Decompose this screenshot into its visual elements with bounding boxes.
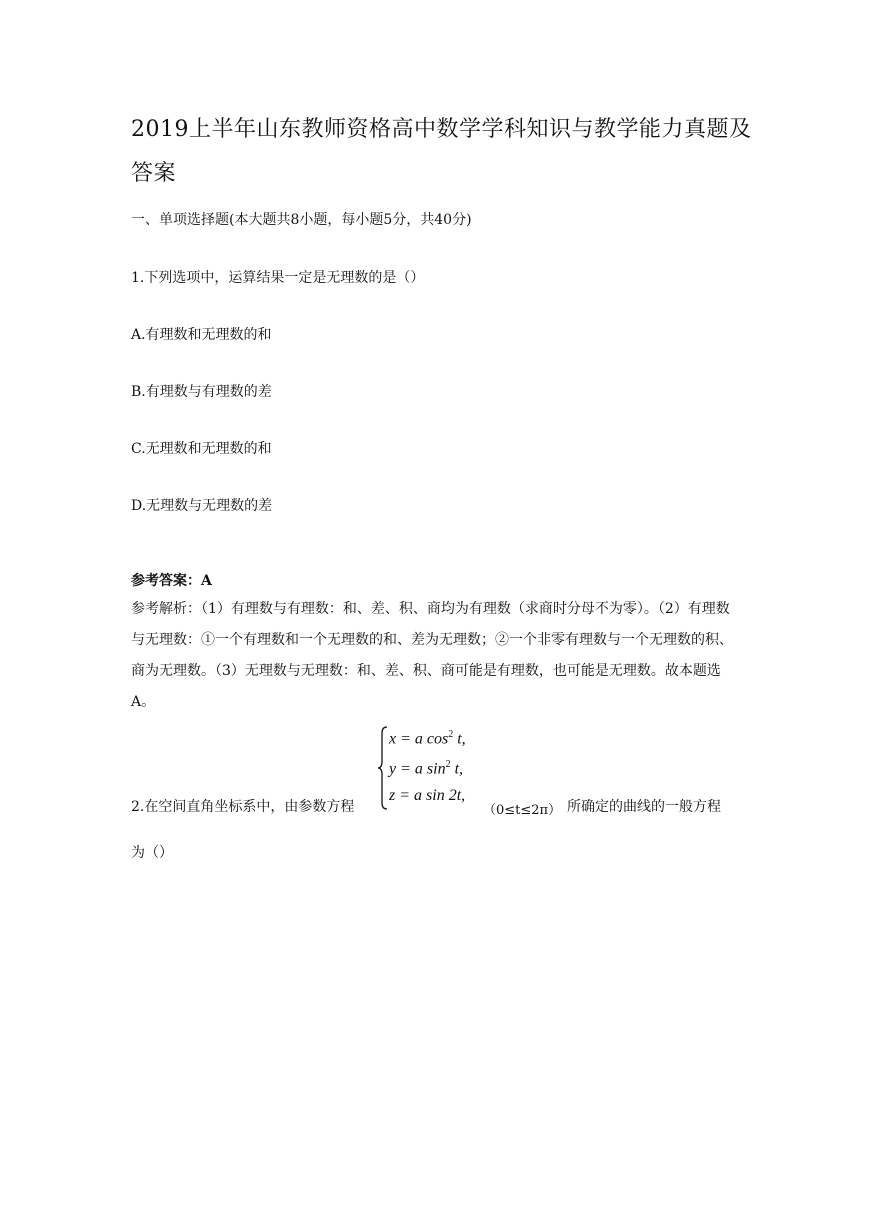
question-1-option-b: B.有理数与有理数的差	[131, 384, 272, 400]
equation-x-exponent: 2	[448, 729, 454, 740]
equation-z: z = a sin 2t,	[389, 787, 466, 804]
question-1-option-d: D.无理数与无理数的差	[131, 498, 273, 514]
question-1-option-c: C.无理数和无理数的和	[131, 441, 272, 457]
equation-y-rhs: t,	[450, 760, 464, 778]
question-2-stem-suffix: 所确定的曲线的一般方程	[567, 799, 721, 815]
question-2-stem-prefix: 2.在空间直角坐标系中，由参数方程	[131, 799, 355, 815]
equation-x	[389, 729, 466, 748]
equation-x-lhs: x = a cos	[389, 730, 449, 748]
document-title: 2019上半年山东教师资格高中数学学科知识与教学能力真题及答案	[131, 117, 752, 186]
equation-x-rhs: t,	[453, 730, 466, 748]
question-1-analysis: 参考解析：（1）有理数与有理数：和、差、积、商均为有理数（求商时分母不为零）。（2）有理数与无理数：①一个有理数和一个无理数的和、差为无理数；②一个非零有理数与一个无理数的积、商为无理数。（3）无理数与无理数：和、差、积、商可能是有理数，也可能是无理数。故本题选A。	[131, 601, 733, 710]
parameter-range: （0≤t≤2π）	[483, 803, 562, 818]
equation-y-lhs: y = a sin	[389, 760, 446, 778]
question-1-option-a: A.有理数和无理数的和	[131, 327, 272, 343]
question-2-stem-tail: 为（）	[131, 845, 173, 861]
left-brace-icon	[377, 725, 389, 811]
question-1-stem: 1.下列选项中，运算结果一定是无理数的是（）	[131, 270, 425, 286]
equation-y-exponent: 2	[445, 759, 451, 770]
question-1-answer: 参考答案：A	[131, 573, 212, 589]
question-2-stem-block	[131, 725, 751, 820]
equation-y	[389, 759, 463, 778]
section-heading: 一、单项选择题(本大题共8小题，每小题5分，共40分)	[131, 212, 472, 228]
